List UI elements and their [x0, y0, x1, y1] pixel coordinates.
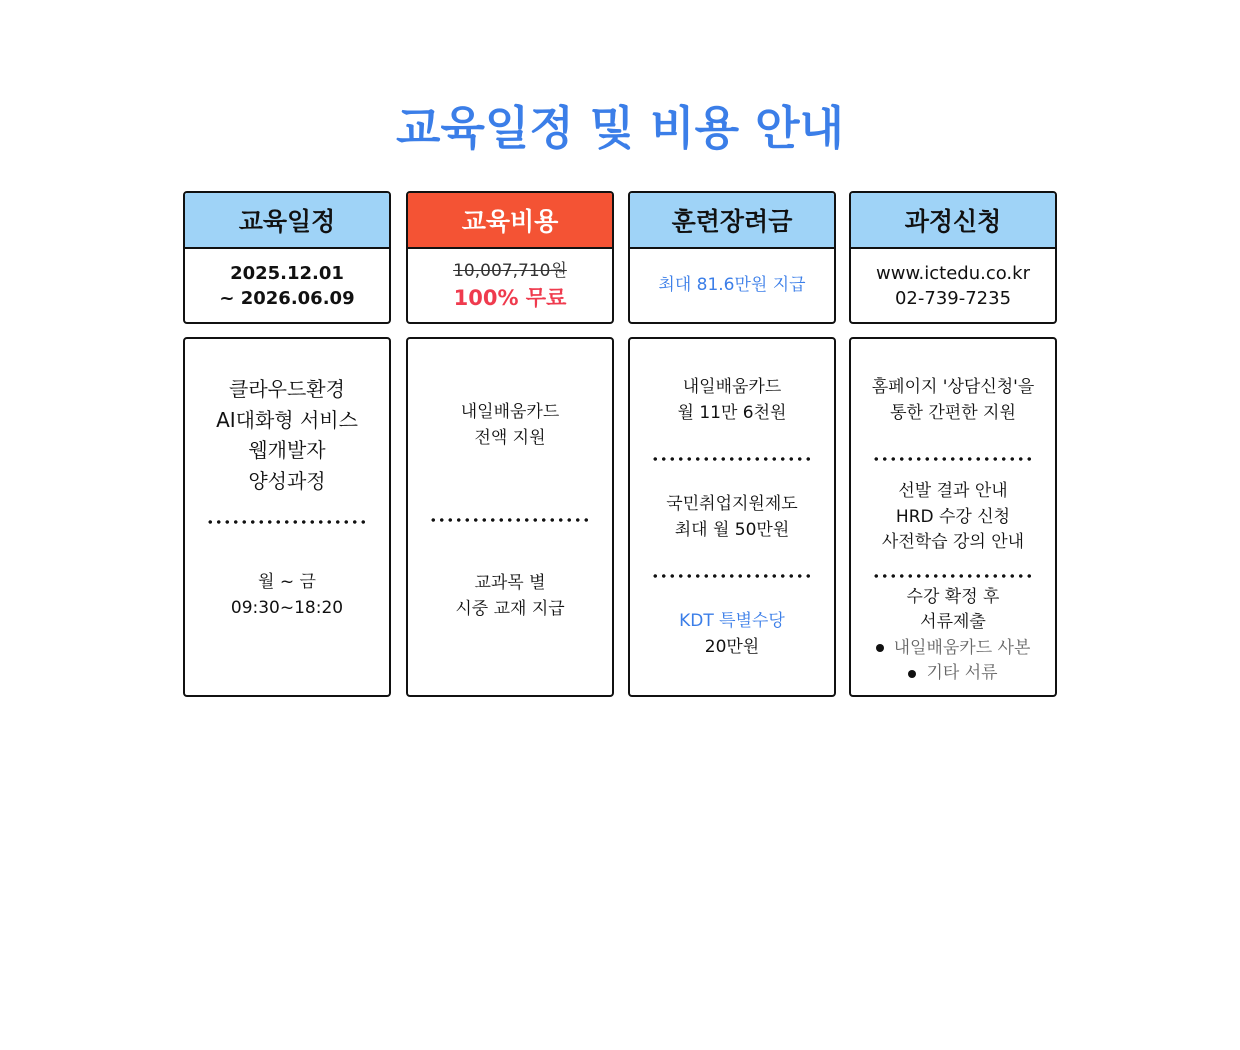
allowance-national-line: 최대 월 50만원 [674, 519, 790, 540]
allowance-national [666, 492, 797, 543]
apply-consult-line: 통한 간편한 지원 [890, 402, 1016, 423]
document-label: 기타 서류 [926, 663, 998, 683]
schedule-end-date: ~ 2026.06.09 [219, 287, 355, 309]
schedule-dates [185, 249, 389, 322]
allowance-summary: 최대 81.6만원 지급 [658, 274, 806, 295]
course-line: 양성과정 [248, 468, 326, 493]
textbook-line: 교과목 별 [474, 573, 546, 593]
schedule-summary-card [183, 191, 391, 324]
apply-website[interactable]: www.ictedu.co.kr [876, 262, 1030, 284]
allowance-summary-card [628, 191, 836, 324]
allowance-national-line: 국민취업지원제도 [666, 494, 798, 514]
apply-detail-card [849, 337, 1057, 697]
apply-confirm-line: 수강 확정 후 [906, 586, 1000, 607]
allowance-card [678, 375, 787, 426]
apply-header: 과정신청 [851, 193, 1055, 249]
dotted-divider [651, 574, 813, 578]
original-price: 10,007,710원 [453, 261, 567, 281]
cost-summary [408, 249, 612, 322]
document-label: 내일배움카드 사본 [893, 637, 1031, 658]
dotted-divider [872, 574, 1034, 578]
card-support-line: 내일배움카드 [460, 402, 560, 422]
apply-result-line: 선발 결과 안내 [898, 481, 1008, 501]
dotted-divider [429, 518, 591, 522]
schedule-start-date: 2025.12.01 [230, 262, 344, 284]
course-name [216, 374, 358, 496]
card-support [461, 400, 560, 451]
textbook-line: 시중 교재 지급 [455, 598, 565, 619]
schedule-hours: 09:30~18:20 [230, 597, 344, 618]
dotted-divider [206, 520, 368, 524]
allowance-kdt [679, 609, 785, 660]
apply-result [882, 479, 1024, 556]
free-label: 100% 무료 [453, 286, 567, 310]
schedule-days: 월 ~ 금 [258, 572, 316, 592]
cost-header: 교육비용 [408, 193, 612, 249]
apply-consult-line: 홈페이지 '상담신청'을 [871, 377, 1035, 397]
course-line: 클라우드환경 [229, 377, 345, 401]
textbook-support [455, 571, 564, 622]
apply-confirm-line: 서류제출 [920, 612, 986, 632]
kdt-amount: 20만원 [704, 636, 760, 657]
document-item [876, 661, 1031, 687]
schedule-time [231, 570, 343, 621]
allowance-card-line: 내일배움카드 [682, 377, 782, 397]
cost-detail-card [406, 337, 614, 697]
apply-contact [851, 249, 1055, 322]
kdt-label: KDT 특별수당 [679, 611, 785, 631]
allowance-header: 훈련장려금 [630, 193, 834, 249]
course-line: AI대화형 서비스 [216, 407, 358, 432]
schedule-header: 교육일정 [185, 193, 389, 249]
dotted-divider [651, 457, 813, 461]
allowance-detail-card [628, 337, 836, 697]
apply-phone[interactable]: 02-739-7235 [894, 287, 1012, 309]
bullet-icon [876, 644, 884, 652]
schedule-detail-card [183, 337, 391, 697]
card-support-line: 전액 지원 [474, 427, 546, 448]
cost-summary-card [406, 191, 614, 324]
apply-result-line: 사전학습 강의 안내 [881, 532, 1025, 552]
page-title: 교육일정 및 비용 안내 [396, 101, 844, 155]
document-item [876, 636, 1031, 662]
course-line: 웹개발자 [248, 438, 326, 462]
allowance-card-line: 월 11만 6천원 [677, 402, 787, 423]
apply-confirm [876, 585, 1031, 687]
apply-summary-card [849, 191, 1057, 324]
apply-consult [872, 375, 1035, 426]
apply-result-line: HRD 수강 신청 [895, 506, 1011, 527]
bullet-icon [908, 670, 916, 678]
dotted-divider [872, 457, 1034, 461]
